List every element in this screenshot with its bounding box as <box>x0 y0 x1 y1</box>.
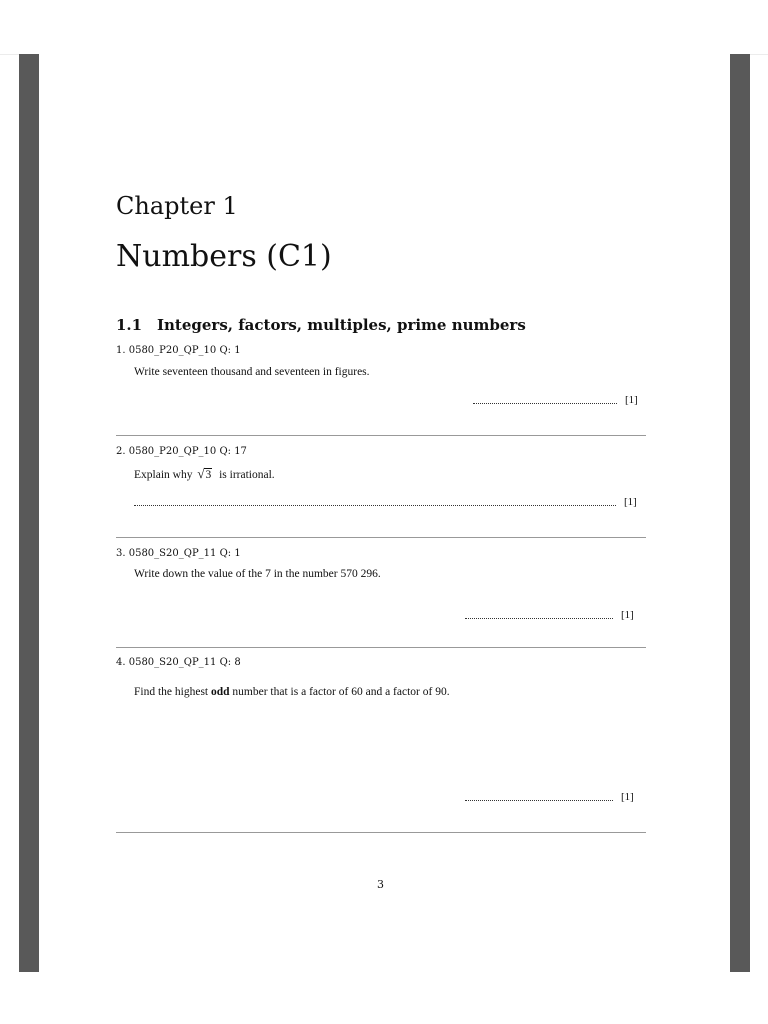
chapter-label: Chapter 1 <box>116 192 238 220</box>
question-4-label: 4. 0580_S20_QP_11 Q: 8 <box>116 657 241 668</box>
question-divider <box>116 537 646 538</box>
answer-dotted-line <box>134 499 616 506</box>
question-1-answer-line <box>473 394 638 406</box>
question-2-label: 2. 0580_P20_QP_10 Q: 17 <box>116 446 247 457</box>
question-2-text-before: Explain why <box>134 469 193 481</box>
question-divider <box>116 435 646 436</box>
question-1-text: Write seventeen thousand and seventeen in figures. <box>134 366 370 378</box>
question-1-label: 1. 0580_P20_QP_10 Q: 1 <box>116 345 241 356</box>
question-2-marks: [1] <box>624 496 637 508</box>
square-root-symbol: √3 <box>197 466 212 481</box>
question-4-text-after: number that is a factor of 60 and a factor of 90. <box>232 686 450 698</box>
section-number: 1.1 <box>116 316 143 334</box>
question-2-radicand: 3 <box>205 469 212 481</box>
section-heading <box>116 316 526 334</box>
question-1-marks: [1] <box>625 394 638 406</box>
question-4-text <box>134 686 450 698</box>
viewer-top-band <box>0 0 768 55</box>
question-2-answer-line <box>134 496 637 508</box>
viewer-bottom-band <box>0 972 768 1024</box>
question-3-text: Write down the value of the 7 in the number 570 296. <box>134 568 381 580</box>
document-page <box>39 54 730 972</box>
question-3-label: 3. 0580_S20_QP_11 Q: 1 <box>116 548 241 559</box>
viewer-right-border <box>730 54 750 972</box>
viewer-left-border <box>19 54 39 972</box>
question-4-answer-line <box>465 791 634 803</box>
question-2-text <box>134 466 275 482</box>
page-number: 3 <box>377 878 384 891</box>
answer-dotted-line <box>465 794 613 801</box>
answer-dotted-line <box>473 397 617 404</box>
question-divider <box>116 647 646 648</box>
answer-dotted-line <box>465 612 613 619</box>
chapter-title: Numbers (C1) <box>116 239 332 274</box>
question-3-marks: [1] <box>621 609 634 621</box>
question-4-marks: [1] <box>621 791 634 803</box>
section-title: Integers, factors, multiples, prime numbers <box>157 316 526 334</box>
question-divider <box>116 832 646 833</box>
question-2-text-after: is irrational. <box>219 469 275 481</box>
question-4-text-bold: odd <box>211 686 230 698</box>
question-3-answer-line <box>465 609 634 621</box>
question-4-text-before: Find the highest <box>134 686 209 698</box>
